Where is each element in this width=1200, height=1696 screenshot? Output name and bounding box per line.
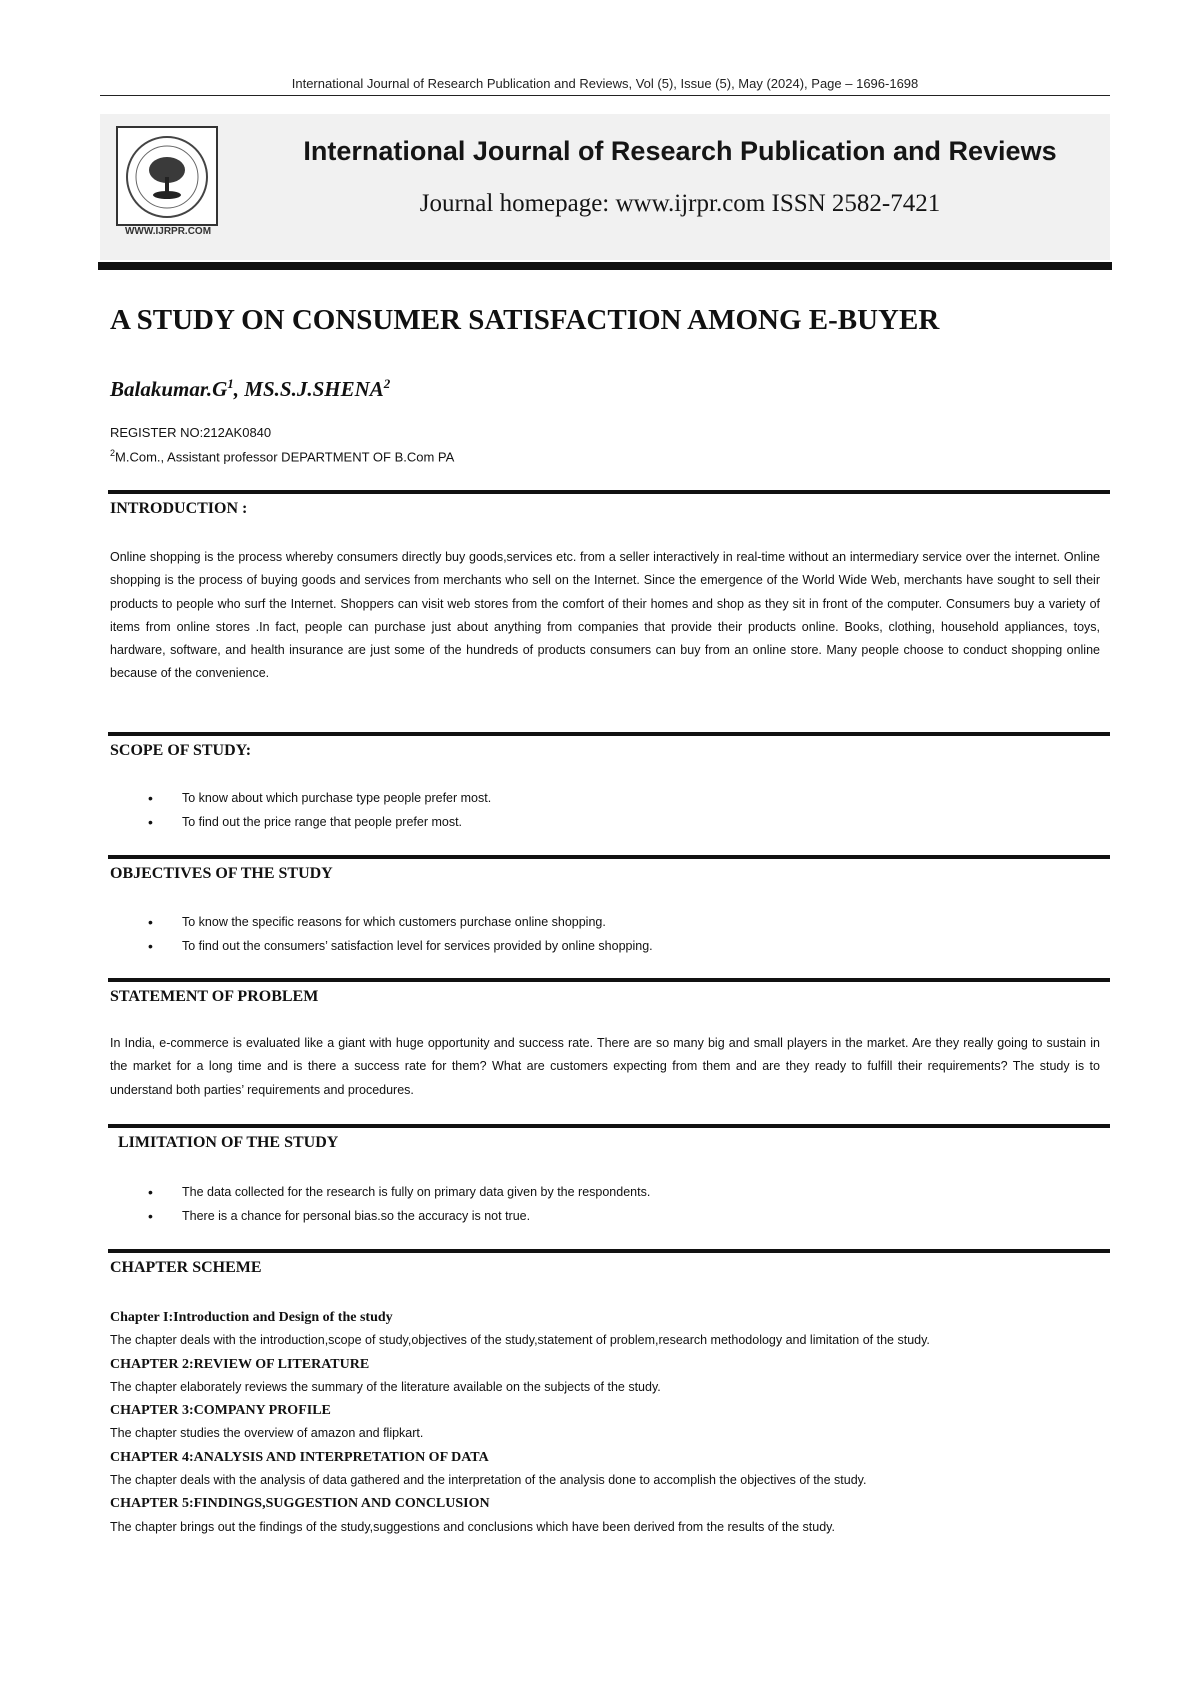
list-item: • There is a chance for personal bias.so the accuracy is not true. — [148, 1204, 650, 1228]
journal-logo — [116, 126, 218, 226]
affiliation-text: M.Com., Assistant professor DEPARTMENT OF B.Com PA — [115, 449, 455, 465]
journal-banner — [100, 114, 1110, 260]
running-head: International Journal of Research Publication and Reviews, Vol (5), Issue (5), May (2024), Page – 1696-1698 — [291, 76, 919, 91]
tree-seal-icon — [124, 132, 210, 222]
chapter-title: Chapter I:Introduction and Design of the study — [110, 1310, 393, 1325]
paper-title: A STUDY ON CONSUMER SATISFACTION AMONG E-BUYER — [110, 304, 940, 336]
problem-paragraph: In India, e-commerce is evaluated like a giant with huge opportunity and success rate. There are so many big and small players in the market. Are they really going to sustain in the market for a long time and is there a success rate for them? What are customers expecting from them and are they ready to fulfill their requirements? The study is to understand both parties’ requirements and procedures. — [110, 1036, 1100, 1097]
objectives-list — [148, 910, 653, 958]
section-divider — [108, 855, 1110, 859]
author-superscript: 1 — [227, 376, 234, 391]
logo-caption: WWW.IJRPR.COM — [124, 226, 212, 237]
section-heading-objectives: OBJECTIVES OF THE STUDY — [110, 865, 333, 882]
chapter-title: CHAPTER 5:FINDINGS,SUGGESTION AND CONCLUSION — [110, 1496, 490, 1512]
author-superscript: 2 — [383, 376, 391, 391]
chapter-description: The chapter studies the overview of amazon and flipkart. — [110, 1426, 424, 1441]
journal-homepage: Journal homepage: www.ijrpr.com ISSN 2582-7421 — [419, 190, 941, 217]
section-divider — [108, 978, 1110, 982]
list-item: • To know the specific reasons for which customers purchase online shopping. — [148, 910, 653, 934]
chapter-description: The chapter elaborately reviews the summary of the literature available on the subjects of the study. — [110, 1379, 661, 1394]
chapter-title: CHAPTER 3:COMPANY PROFILE — [110, 1403, 331, 1419]
list-item: • To find out the price range that people prefer most. — [148, 810, 491, 834]
chapter-scheme — [110, 1306, 1110, 1539]
section-heading-problem: STATEMENT OF PROBLEM — [110, 988, 319, 1005]
limitation-list — [148, 1180, 650, 1228]
affiliation — [110, 448, 454, 464]
chapter-title: CHAPTER 4:ANALYSIS AND INTERPRETATION OF DATA — [110, 1449, 489, 1465]
section-divider — [108, 1249, 1110, 1253]
register-number: REGISTER NO:212AK0840 — [110, 425, 272, 440]
chapter-description: The chapter deals with the analysis of data gathered and the interpretation of the analysis done to accomplish the objectives of the study. — [110, 1473, 867, 1488]
affiliation-superscript: 2 — [110, 448, 116, 458]
list-item: • To know about which purchase type people prefer most. — [148, 786, 491, 810]
section-divider — [108, 732, 1110, 736]
list-item: • The data collected for the research is fully on primary data given by the respondents. — [148, 1180, 650, 1204]
section-heading-introduction: INTRODUCTION : — [110, 500, 248, 517]
list-item: • To find out the consumers’ satisfaction level for services provided by online shopping. — [148, 934, 653, 958]
chapter-title: CHAPTER 2:REVIEW OF LITERATURE — [110, 1356, 370, 1372]
section-heading-limitation: LIMITATION OF THE STUDY — [118, 1134, 339, 1151]
section-divider — [108, 1124, 1110, 1128]
section-heading-scope: SCOPE OF STUDY: — [110, 742, 252, 759]
chapter-description: The chapter deals with the introduction,scope of study,objectives of the study,statement of problem,research methodology and limitation of the study. — [110, 1333, 930, 1348]
header-divider — [100, 95, 1110, 96]
author-separator: , — [233, 377, 245, 401]
section-divider — [108, 490, 1110, 494]
banner-divider — [98, 262, 1112, 270]
author-name: MS.S.J.SHENA — [244, 377, 384, 401]
journal-title: International Journal of Research Publication and Reviews — [303, 136, 1057, 166]
author-name: Balakumar.G — [110, 377, 228, 401]
section-heading-chapters: CHAPTER SCHEME — [110, 1259, 262, 1276]
chapter-description: The chapter brings out the findings of the study,suggestions and conclusions which have been derived from the results of the study. — [110, 1519, 835, 1534]
introduction-paragraph: Online shopping is the process whereby consumers directly buy goods,services etc. from a seller interactively in real-time without an intermediary service over the internet. Online shopping is the process of buying goods and services from merchants who sell on the Internet. Since the emergence of the World Wide Web, merchants have sought to sell their products to people who surf the Internet. Shoppers can visit web stores from the comfort of their homes and shop as they sit in front of the computer. Consumers buy a variety of items from online stores .In fact, people can purchase just about anything from companies that provide their products online. Books, clothing, household appliances, toys, hardware, software, and health insurance are just some of the hundreds of products consumers can buy from an online store. Many people choose to conduct shopping online because of the convenience. — [110, 550, 1100, 681]
author-line — [110, 376, 390, 402]
scope-list — [148, 786, 491, 834]
